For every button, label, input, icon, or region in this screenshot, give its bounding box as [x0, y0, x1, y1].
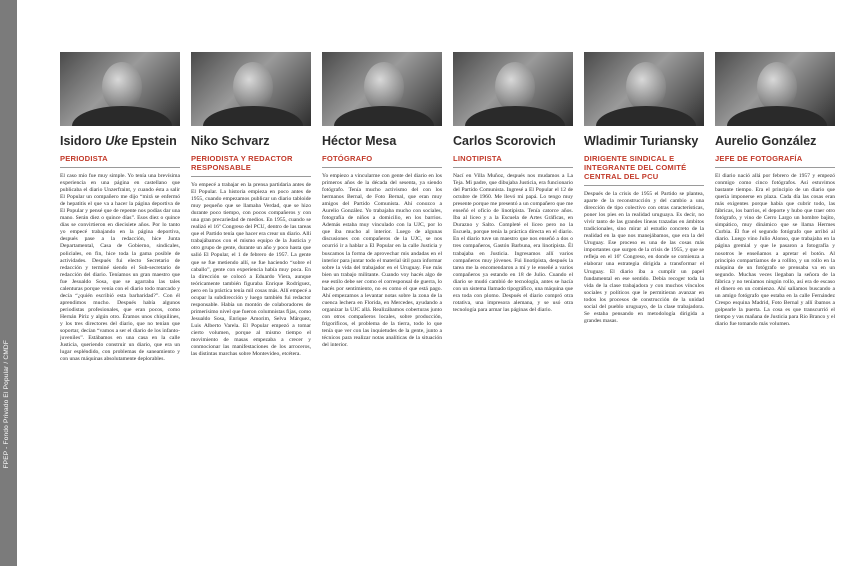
- profile-column-mesa: [322, 52, 442, 562]
- profile-column-scorovich: [453, 52, 573, 562]
- interview-text: Yo empecé a trabajar en la prensa partidaria antes de El Popular. La historia empieza en poco antes de 1955, cuando empezamos publicar un diario tabloide muy pequeño que se llamaba Verdad, que se hizo durante poco tiempo, con pocos compañeros y con una gran precariedad de medios. En 1955, cuando se realizó el 16º Congreso del PCU, dentro de las tareas que el Partido tenía que hacer era crear un diario. Allí trabajábamos con el mismo equipo de la Justicia y otro grupo de gente, durante un año y poco hasta que salió El Popular, el 1 de febrero de 1957. La gente que se fue metiendo allí, se fue haciendo “sobre el caballo”, gente con experiencia había muy poca. En la dirección se colocó a Eduardo Viera, aunque teóricamente también figuraba Enrique Rodríguez, pero en la práctica tenía mil cosas más. Allí empecé a ocupar la subdirección y luego también fui redactor responsable. Había un montón de colaboradores de primerísimo nivel que fueron columnistas fijas, como Jesualdo Sosa, Enrique Amorim, Selva Márquez, Luis Alberto Varela. El Popular empezó a tomar cierto volumen, porque al mismo tiempo el movimiento de masas empezaba a crecer y conmocionar las manifestaciones de los arroceros, las distintas marchas sobre Montevideo, etcétera.: [191, 182, 311, 358]
- person-role: DIRIGENTE SINDICAL E INTEGRANTE DEL COMITÉ CENTRAL DEL PCU: [584, 154, 687, 181]
- portrait-photo: [453, 52, 573, 126]
- divider: [322, 167, 442, 168]
- person-name: Niko Schvarz: [191, 134, 270, 148]
- columns-container: [60, 52, 840, 562]
- person-name: Héctor Mesa: [322, 134, 397, 148]
- person-name: Isidoro Uke Epstein: [60, 134, 177, 148]
- interview-text: Yo empiezo a vincularme con gente del diario en los primeros años de la década del sesenta, ya siendo fotógrafo. Tenía mucho activismo del con los hermanos Bernal, de Foto Bernal, que eran muy amigos del Partido Comunista. Ahí conozco a Aurelio González. Yo trabajaba mucho con sociales, fotografía de niños a domicilio, en los barrios. Además estaba muy vinculado con la UJC, por lo que iba mucho al interior. Luego de algunas discusiones con compañeros de la UJC, se nos ocurrió ir a hablar a El Popular en la calle Justicia y buscamos la forma de aprovechar mis andadas en el interior para juntar todo el material útil para informar sobre la vida del trabajador en el Uruguay. Fue más bien un trabajo militante. Cuando voy hacés algo de ese estilo debe ser como el corresponsal de guerra, lo hacés por sentimiento, no es como el que está pago. Ahí empezamos a levantar notas sobre la zona de la cuenca lechera en Florida, en Mercedes, ayudando a organizar la UJC allá. Realizábamos coberturas junto con otros compañeros locales, sobre producción, frigoríficos, el problema de la tierra, todo lo que tenía que ver con las inquietudes de la gente, junto a técnicos para realizar notas analíticas de la situación del interior.: [322, 173, 442, 349]
- portrait-photo: [322, 52, 442, 126]
- person-name: Aurelio González: [715, 134, 817, 148]
- divider: [715, 167, 835, 168]
- profile-column-gonzalez: [715, 52, 835, 562]
- profile-column-epstein: [60, 52, 180, 562]
- person-name: Carlos Scorovich: [453, 134, 556, 148]
- interview-text: El diario nació allá por febrero de 1957 y empezó conmigo como cinco fotógrafos. Así estuvimos bastante tiempo. Era el principio de un diario que quería imponerse en plaza. Cada día las cosas eran más exigentes porque había que cubrir todo, las fábricas, los barrios, el deporte y hubo que traer otro fotógrafo, y vino de Cerro Largo un hombre bajito, simpático, muy dinámico que se llama Hermes Curbia. Él fue el segundo fotógrafo que arribó al diario. Luego vino Julio Alonso, que trabajaba en la página gremial y que le pasaron a fotografía y nosotros le enseñamos a apretar el botón. Al principio compartíamos de a rollito, y un rollo en la máquina de un fotógrafo se prensaba va en un segundo. Muchas veces llegaban la señora de la fábrica y no teníamos ningún rollo, así era de escaso el dinero en un comienzo. Ahí salíamos buscando a un amigo fotógrafo que estaba en la calle Fernández Crespo esquina Madrid, Foto Bernal y allí íbamos a golpearle la puerta. La cosa es que transcurrió el tiempo y vas mañana de Justicia para Rio Branco y el diario fue tomando más volumen.: [715, 173, 835, 327]
- person-role: LINOTIPISTA: [453, 154, 502, 163]
- portrait-photo: [60, 52, 180, 126]
- interview-text: Nací en Villa Muñoz, después nos mudamos a La Teja. Mi padre, que dibujaba Justicia, era funcionario del Partido Comunista. Ingresé a El Popular el 12 de octubre de 1960. Me llevó mi papá. Lo tengo muy presente porque me presentó a un compañero que me enseñó el oficio de linotipista. Tenía catorce años. Iba al liceo y a la Escuela de Artes Gráficas, en Durazno y Salto. Completé el liceo pero no la Escuela, porque tenía la práctica directa en el diario. En el diario tuve un maestro que nos enseñó a dos o tres compañeros, Gastón Barbuna, era linotipista. Él trabajaba en Justicia. Ingresamos allí varios compañeros muy jóvenes. Fui linotipista, después la tarea me la encomendaron a mí y le enseñé a varios compañeros ya estando en 18 de Julio. Cuando el diario se mudó cambió de tecnología, antes se hacía con un sistema llamado tipográfico, una máquina que era toda con plomo. Después el diario compró otra rotativa, una impresora alemana, y se usó otra tecnología para armar las páginas del diario.: [453, 173, 573, 313]
- divider: [453, 167, 573, 168]
- divider: [60, 167, 180, 168]
- portrait-photo: [191, 52, 311, 126]
- portrait-photo: [715, 52, 835, 126]
- divider: [191, 176, 311, 177]
- portrait-photo: [584, 52, 704, 126]
- interview-text: El caso mío fue muy simple. Yo tenía una brevísima experiencia en una página en castellano que publicaba el diario Unzerfraint, y cuando ésta a salir El Popular un compañero me dijo “mirá se enfermó de hepatitis el que va a hacer la página deportiva de El Popular y pensé que de repente nos podías dar una mano. Serán diez o quince días”. Esos diez o quince días se convirtieron en diecisiete años. Por lo tanto yo empecé trabajando en la página deportiva, después pase a la redacción, hice Junta Departamental, Casa de Gobierno, sindicales, policiales, en fin, hice toda la gama posible de actividades. Después fui electo Secretario de redacción y terminé siendo el Sub-secretario de redacción del diario. Teníamos un gran maestro que fue Jesualdo Sosa, que se agarraba las tales calenturas porque venía con el diario todo marcado y decía “¿quién escribió esta barbaridad?”. Con él aprendimos mucho. Después había algunos periodistas profesionales, que eran pocos, como Hernán Píriz y algún otro. Éramos unos chiquilines, y los tres directores del diario, que no tenían que soportar, decían “vamos a ser el diario de los infanto-juveniles”. Estábamos en una casa en la calle Justicia, queriendo construir un diario, que era un lugar espléndido, con problemas de saneamiento y con unas máquinas absolutamente deplorables.: [60, 173, 180, 363]
- divider: [584, 185, 704, 186]
- profile-column-schvarz: [191, 52, 311, 562]
- person-role: PERIODISTA: [60, 154, 108, 163]
- sidebar-credit: FPEP - Fondo Privado El Popular / CMDF: [3, 340, 10, 469]
- person-role: PERIODISTA Y REDACTOR RESPONSABLE: [191, 154, 293, 172]
- sidebar-strip: [0, 0, 17, 566]
- profile-column-turiansky: [584, 52, 704, 562]
- person-name: Wladimir Turiansky: [584, 134, 699, 148]
- person-role: JEFE DE FOTOGRAFÍA: [715, 154, 803, 163]
- interview-text: Después de la crisis de 1955 el Partido se plantea, aparte de la reconstrucción y del cambio a una dirección de tipo colectivo con otras características, poner los pies en la realidad uruguaya. Es decir, no vivir tanto de las grandes líneas trazadas en ámbitos tradicionales, sino mirar al estudio concreto de la realidad en la que nos manejábamos, que era la del Uruguay. Ese proceso es una de las cosas más importantes que surgen de la crisis de 1955, y que se refleja en el 16º Congreso, en donde se comienza a elaborar una estrategia dirigida a transformar el Uruguay. El diario iba a cumplir un papel fundamental en ese sentido. Debía recoger toda la vida de la clase trabajadora y con muchos vínculos sociales y políticos que le permitieran avanzar en todos los procesos de construcción de la unidad social del pueblo uruguayo, de la clase trabajadora. Se estaba pensando en metodología dirigida a grandes masas.: [584, 191, 704, 324]
- person-role: FOTÓGRAFO: [322, 154, 373, 163]
